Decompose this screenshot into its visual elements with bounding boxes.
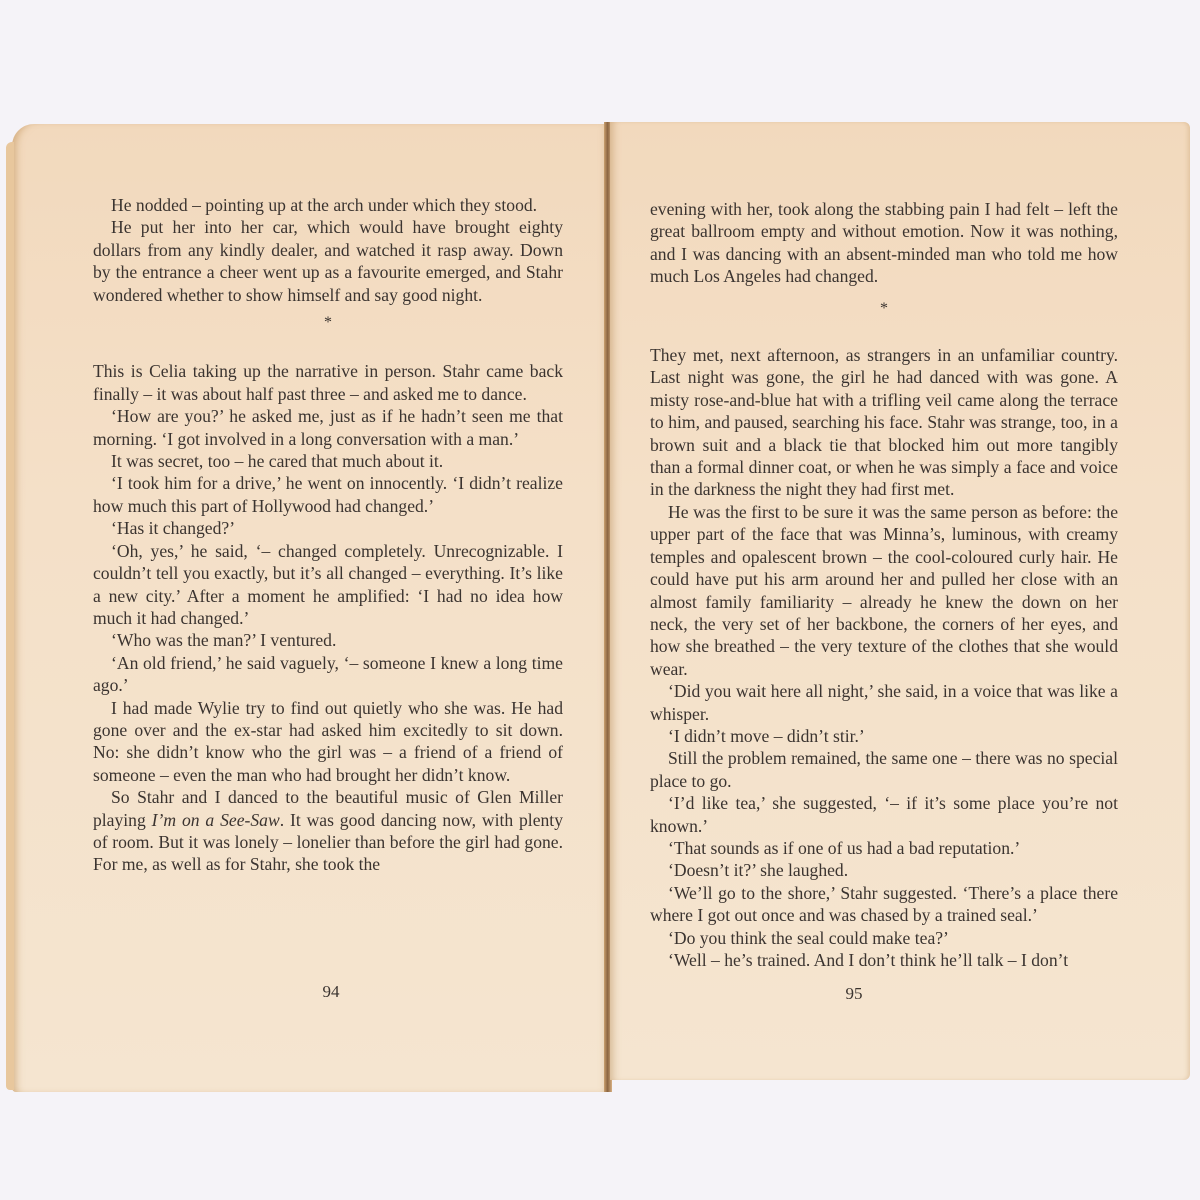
page-number: 94 <box>322 982 340 1001</box>
paragraph: ‘We’ll go to the shore,’ Stahr suggested. ‘There’s a place there where I got out once and was chased by a trained seal.’ <box>650 882 1118 926</box>
paragraph: I had made Wylie try to find out quietly who she was. He had gone over and the ex-star had asked him excitedly to sit down. No: she didn’t know who the girl was – a friend of a friend of someone – even the man who had brought her didn’t know. <box>93 697 563 785</box>
paragraph: ‘Oh, yes,’ he said, ‘– changed completely. Unrecognizable. I couldn’t tell you exactly, but it’s all changed – everything. It’s like a new city.’ After a moment he amplified: ‘I had no idea how much it had changed.’ <box>93 540 563 628</box>
paragraph: ‘That sounds as if one of us had a bad reputation.’ <box>668 837 1021 858</box>
section-break-asterisk: * <box>324 314 332 332</box>
paragraph: ‘Well – he’s trained. And I don’t think he’ll talk – I don’t <box>668 950 1069 970</box>
paragraph: He nodded – pointing up at the arch under which they stood. <box>111 195 538 215</box>
paragraph: ‘How are you?’ he asked me, just as if he hadn’t seen me that morning. ‘I got involved in a long conversation with a man.’ <box>93 406 563 449</box>
paragraph: He put her into her car, which would have brought eighty dollars from any kindly dealer, and watched it rasp away. Down by the entrance a cheer went up as a favourite emerged, and Stahr wondered whether to show himself and say good night. <box>93 217 563 305</box>
paragraph: ‘I didn’t move – didn’t stir.’ <box>668 725 865 746</box>
paragraph: This is Celia taking up the narrative in person. Stahr came back finally – it was about half past three – and asked me to dance. <box>93 361 563 404</box>
paragraph: They met, next afternoon, as strangers in an unfamiliar country. Last night was gone, the girl he had danced with was gone. A misty rose-and-blue hat with a trifling veil came along the terrace to him, and paused, searching his face. Stahr was strange, too, in a brown suit and a black tie that blocked him out more tangibly than a formal dinner coat, or when he was simply a face and voice in the darkness the night they had first met. <box>650 345 1118 500</box>
paragraph: ‘Do you think the seal could make tea?’ <box>668 927 949 948</box>
paragraph: It was secret, too – he cared that much about it. <box>111 451 444 472</box>
paragraph-with-song-title <box>93 786 563 876</box>
right-page-text <box>650 198 1118 971</box>
paragraph: ‘Who was the man?’ I ventured. <box>111 630 337 651</box>
section-break-asterisk: * <box>880 299 888 317</box>
left-page-text <box>93 194 563 876</box>
paragraph: ‘An old friend,’ he said vaguely, ‘– someone I knew a long time ago.’ <box>93 652 563 696</box>
paragraph: He was the first to be sure it was the same person as before: the upper part of the face that was Minna’s, luminous, with creamy temples and opalescent brown – the cool-coloured curly hair. He could have put his arm around her and pulled her close with an almost family familiarity – already he knew the down on her neck, the very set of her backbone, the corners of her eyes, and how she breathed – the very texture of the clothes that she would wear. <box>650 501 1118 679</box>
paragraph: ‘I took him for a drive,’ he went on innocently. ‘I didn’t realize how much this part of Hollywood had changed.’ <box>93 473 563 516</box>
page-number: 95 <box>845 984 863 1003</box>
paragraph: ‘Doesn’t it?’ she laughed. <box>668 860 849 881</box>
paragraph: evening with her, took along the stabbing pain I had felt – left the great ballroom empty and without emotion. Now it was nothing, and I was dancing with an absent-minded man who told me how much Los Angeles had changed. <box>650 199 1118 287</box>
paragraph: ‘I’d like tea,’ she suggested, ‘– if it’s some place you’re not known.’ <box>650 793 1118 836</box>
paragraph: ‘Has it changed?’ <box>111 518 236 539</box>
paragraph-text: . It was good dancing now, with plenty of room. But it was lonely – lonelier than before the girl had gone. For me, as well as for Stahr, she took the <box>93 809 563 875</box>
song-title: I’m on a See-Saw <box>151 809 280 830</box>
paragraph-text: So Stahr and I danced to the beautiful music of Glen Miller playing <box>93 787 563 830</box>
paragraph: ‘Did you wait here all night,’ she said, in a voice that was like a whisper. <box>650 681 1118 724</box>
left-page <box>12 124 608 1092</box>
right-page <box>610 122 1190 1080</box>
paragraph: Still the problem remained, the same one – there was no special place to go. <box>650 748 1118 791</box>
